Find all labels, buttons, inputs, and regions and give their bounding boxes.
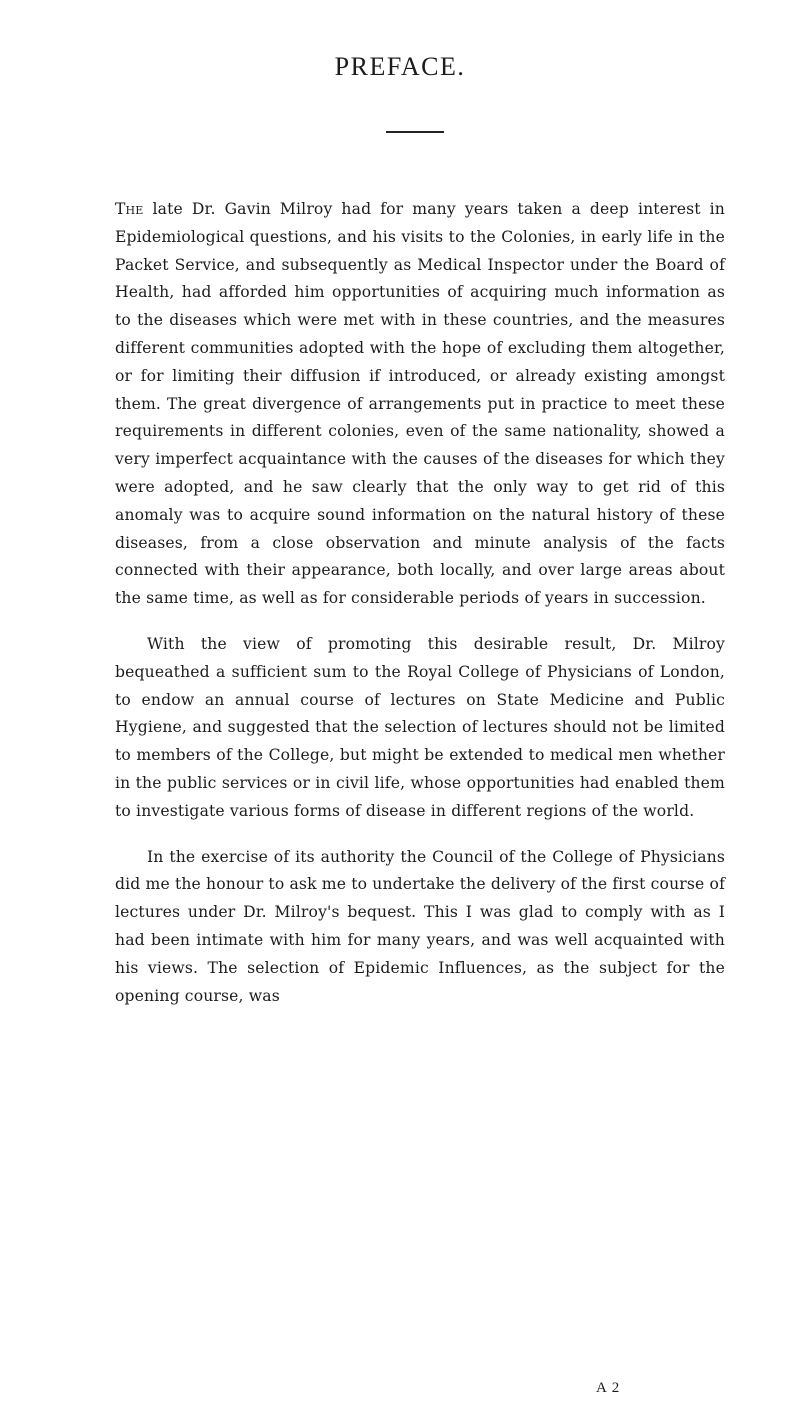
- paragraph-1: [115, 196, 725, 613]
- paragraph-lead-word: The: [115, 200, 144, 218]
- paragraph-3-text: In the exercise of its authority the Council of the College of Physicians did me the honour to ask me to undertake the delivery of the first course of lectures under Dr. Milroy's bequest. This I was glad to comply with as I had been intimate with him for many years, and was well acquainted with his views. The selection of Epidemic Influences, as the subject for the opening course, was: [115, 847, 725, 1005]
- paragraph-3: [115, 844, 725, 1011]
- paragraph-2-text: With the view of promoting this desirable result, Dr. Milroy bequeathed a sufficient sum to the Royal College of Physicians of London, to endow an annual course of lectures on State Medicine and Public Hygiene, and suggested that the selection of lectures should not be limited to members of the College, but might be extended to medical men whether in the public services or in civil life, whose opportunities had enabled them to investigate various forms of disease in different regions of the world.: [115, 634, 725, 820]
- page-title: PREFACE.: [334, 52, 466, 81]
- title-rule: [386, 131, 444, 133]
- paragraph-1-text: late Dr. Gavin Milroy had for many years taken a deep interest in Epidemiological questions, and his visits to the Colonies, in early life in the Packet Service, and subsequently as Medical Inspector under the Board of Health, had afforded him opportunities of acquiring much information as to the diseases which were met with in these countries, and the measures different communities adopted with the hope of excluding them altogether, or for limiting their diffusion if introduced, or already existing amongst them. The great divergence of arrangements put in practice to meet these requirements in different colonies, even of the same nationality, showed a very imperfect acquaintance with the causes of the diseases for which they were adopted, and he saw clearly that the only way to get rid of this anomaly was to acquire sound information on the natural history of these diseases, from a close observation and minute analysis of the facts connected with their appearance, both locally, and over large areas about the same time, as well as for considerable periods of years in succession.: [115, 200, 725, 608]
- signature-mark: A 2: [596, 1380, 621, 1396]
- preface-body: [115, 196, 725, 1010]
- paragraph-2: [115, 631, 725, 826]
